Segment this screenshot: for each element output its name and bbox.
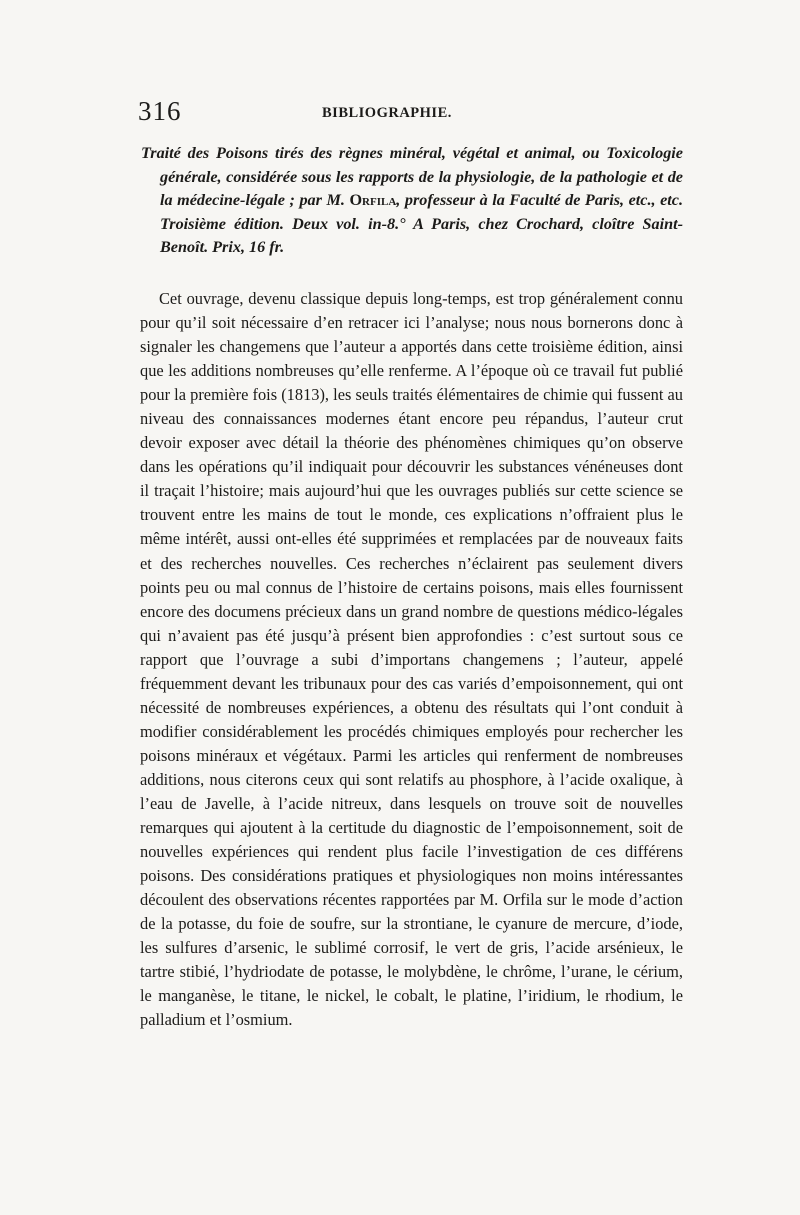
running-head: BIBLIOGRAPHIE. xyxy=(322,105,452,121)
citation-author: Orfila xyxy=(349,191,397,210)
page-number: 316 xyxy=(138,96,182,126)
review-body xyxy=(140,287,683,1032)
citation-paragraph xyxy=(141,142,683,260)
review-paragraph: Cet ouvrage, devenu classique depuis long-temps, est trop généralement connu pour qu’il soit nécessaire d’en retracer ici l’analyse; nous nous bornerons donc à signaler les changemens que l’auteur a apportés dans cette troisième édition, ainsi que les additions nombreuses qu’elle renferme. A l’époque où ce travail fut publié pour la première fois (1813), les seuls traités élémentaires de chimie qui fussent au niveau des connaissances modernes étant encore peu répandus, l’auteur crut devoir exposer avec détail la théorie des phénomènes chimiques qu’on observe dans les opérations qu’il indiquait pour découvrir les substances vénéneuses dont il traçait l’histoire; mais aujourd’hui que les ouvrages publiés sur cette science se trouvent entre les mains de tout le monde, ces explications n’offraient plus le même intérêt, aussi ont-elles été supprimées et remplacées par de nouveaux faits et des recherches nouvelles. Ces recherches n’éclairent pas seulement divers points peu ou mal connus de l’histoire de certains poisons, mais elles fournissent encore des documens précieux dans un grand nombre de questions médico-légales qui n’avaient pas été jusqu’à présent bien approfondies : c’est surtout sous ce rapport que l’ouvrage a subi d’importans changemens ; l’auteur, appelé fréquemment devant les tribunaux pour des cas variés d’empoisonnement, qui ont nécessité de nombreuses expériences, a obtenu des résultats qui l’ont conduit à modifier considérablement les procédés chimiques employés pour rechercher les poisons minéraux et végétaux. Parmi les articles qui renferment de nombreuses additions, nous citerons ceux qui sont relatifs au phosphore, à l’acide oxalique, à l’eau de Javelle, à l’acide nitreux, dans lesquels on trouve soit de nouvelles remarques qui ajoutent à la certitude du diagnostic de l’empoisonnement, soit de nouvelles expériences qui rendent plus facile l’investigation de ces différens poisons. Des considérations pratiques et physiologiques non moins intéressantes découlent des observations récentes rapportées par M. Orfila sur le mode d’action de la potasse, du foie de soufre, sur la strontiane, le cyanure de mercure, d’iode, les sulfures d’arsenic, le sublimé corrosif, le vert de gris, l’acide arsénieux, le tartre stibié, l’hydriodate de potasse, le molybdène, le chrôme, l’urane, le cérium, le manganèse, le titane, le nickel, le cobalt, le platine, l’iridium, le rhodium, le palladium et l’osmium. xyxy=(140,289,683,1030)
citation-publication-details: , professeur à la Faculté de Paris, etc., etc. Troisième édition. Deux vol. in-8.° A Paris, chez Crochard, cloître Saint-Benoît. Prix, 16 fr. xyxy=(160,191,684,257)
citation-title: Traité des Poisons tirés des règnes minéral, végétal et animal, ou Toxicologie générale, considérée sous les rapports de la physiologie, de la pathologie et de la médecine-légale ; par M. xyxy=(141,144,683,210)
page-header xyxy=(138,96,678,130)
bibliographic-citation xyxy=(141,142,683,260)
